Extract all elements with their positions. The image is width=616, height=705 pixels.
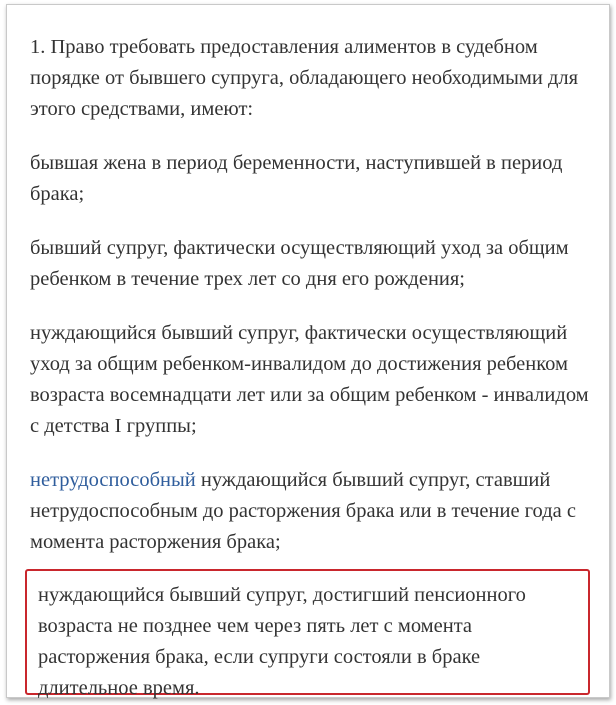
paragraph-childcare: бывший супруг, фактически осуществляющий уход за общим ребенком в течение трех лет со дня его рождения; [30,237,569,290]
highlighted-paragraph-box [25,569,590,699]
paragraph-pregnancy: бывшая жена в период беременности, наступившей в период брака; [30,152,563,205]
document-frame [6,4,610,698]
incapacitated-link[interactable]: нетрудоспособный [30,469,196,491]
paragraph-disabled-child: нуждающийся бывший супруг, фактически осуществляющий уход за общим ребенком-инвалидом до достижения ребенком возраста восемнадцати лет или за общим ребенком - инвалидом с детства I группы; [30,322,589,437]
paragraph-incapacitated [30,465,600,558]
document-body [30,32,600,581]
paragraph-pension-age: нуждающийся бывший супруг, достигший пенсионного возраста не позднее чем через пять лет с момента расторжения брака, если супруги состояли в браке длительное время. [38,584,526,699]
paragraph-incapacitated-text: нуждающийся бывший супруг, ставший нетрудоспособным до расторжения брака или в течение года с момента расторжения брака; [30,469,576,553]
paragraph-intro: 1. Право требовать предоставления алиментов в судебном порядке от бывшего супруга, обладающего необходимыми для этого средствами, имеют: [30,36,579,120]
